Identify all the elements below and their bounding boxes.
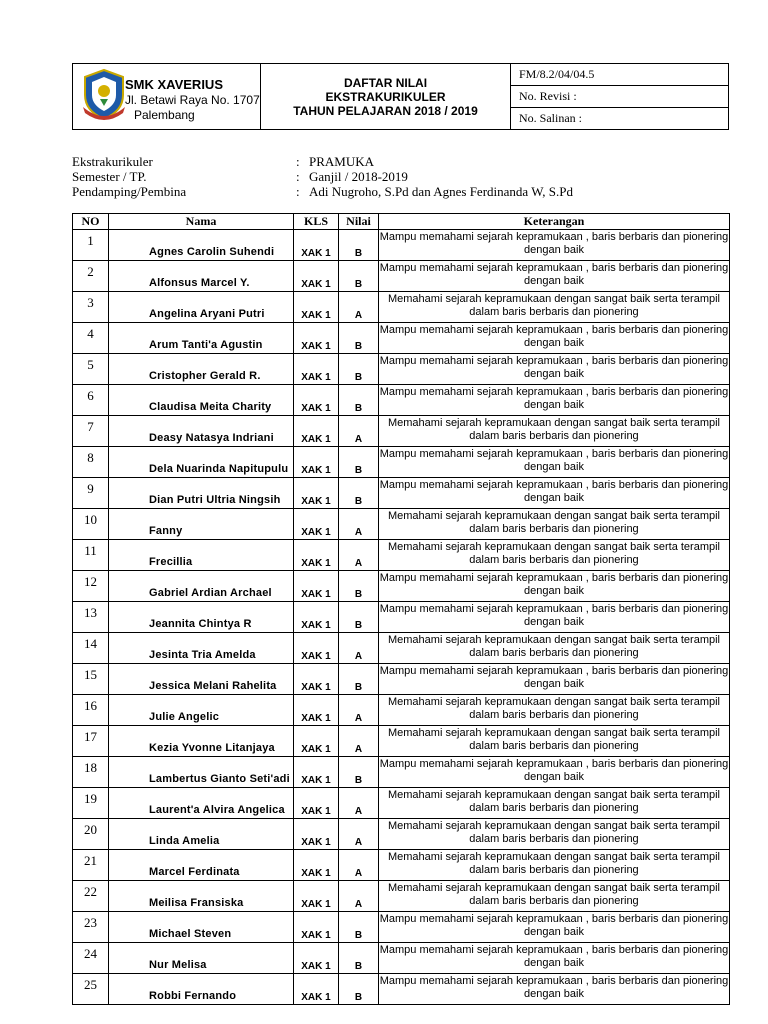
remarks-line: Mampu memahami sejarah kepramukaan , baris berbaris dan pionering: [379, 479, 729, 491]
remarks-line: Mampu memahami sejarah kepramukaan , baris berbaris dan pionering: [379, 231, 729, 243]
remarks-line: Memahami sejarah kepramukaan dengan sangat baik serta terampil: [387, 696, 720, 708]
remarks-cell: [379, 447, 730, 478]
header-kls: KLS: [294, 214, 339, 230]
table-header-row: [73, 214, 730, 230]
school-address: Jl. Betawi Raya No. 1707: [125, 93, 260, 107]
student-name: Agnes Carolin Suhendi: [109, 230, 294, 261]
student-name: Meilisa Fransiska: [109, 881, 294, 912]
school-name: SMK XAVERIUS: [125, 77, 223, 92]
student-name: Dela Nuarinda Napitupulu: [109, 447, 294, 478]
grade-cell: B: [339, 230, 379, 261]
remarks-cell: [379, 602, 730, 633]
remarks-line: dengan baik: [524, 275, 584, 287]
school-crest-icon: [79, 67, 129, 125]
row-number: 25: [73, 974, 109, 1005]
remarks-cell: [379, 478, 730, 509]
table-row: [73, 478, 730, 509]
class-cell: XAK 1: [294, 323, 339, 354]
class-cell: XAK 1: [294, 478, 339, 509]
class-cell: XAK 1: [294, 850, 339, 881]
remarks-line: Memahami sejarah kepramukaan dengan sangat baik serta terampil: [387, 820, 720, 832]
info-label: Pendamping/Pembina: [72, 184, 187, 199]
student-name: Frecillia: [109, 540, 294, 571]
remarks-cell: [379, 695, 730, 726]
student-name: Claudisa Meita Charity: [109, 385, 294, 416]
remarks-line: Memahami sejarah kepramukaan dengan sangat baik serta terampil: [387, 293, 720, 305]
grade-cell: B: [339, 571, 379, 602]
class-cell: XAK 1: [294, 509, 339, 540]
table-row: [73, 788, 730, 819]
table-row: [73, 757, 730, 788]
class-cell: XAK 1: [294, 695, 339, 726]
student-name: Kezia Yvonne Litanjaya: [109, 726, 294, 757]
student-name: Robbi Fernando: [109, 974, 294, 1005]
school-info: [73, 64, 261, 130]
class-cell: XAK 1: [294, 230, 339, 261]
grade-cell: B: [339, 664, 379, 695]
table-row: [73, 447, 730, 478]
row-number: 4: [73, 323, 109, 354]
remarks-cell: [379, 850, 730, 881]
row-number: 19: [73, 788, 109, 819]
row-number: 2: [73, 261, 109, 292]
class-cell: XAK 1: [294, 385, 339, 416]
class-cell: XAK 1: [294, 943, 339, 974]
student-name: Jeannita Chintya R: [109, 602, 294, 633]
row-number: 15: [73, 664, 109, 695]
table-row: [73, 292, 730, 323]
table-row: [73, 726, 730, 757]
remarks-cell: [379, 912, 730, 943]
grade-cell: B: [339, 478, 379, 509]
info-colon: :: [296, 169, 300, 184]
row-number: 3: [73, 292, 109, 323]
remarks-line: dalam baris berbaris dan pionering: [469, 833, 639, 845]
row-number: 16: [73, 695, 109, 726]
row-number: 9: [73, 478, 109, 509]
remarks-line: dengan baik: [524, 399, 584, 411]
grade-cell: A: [339, 726, 379, 757]
row-number: 1: [73, 230, 109, 261]
info-label: Semester / TP.: [72, 169, 147, 184]
grade-cell: A: [339, 416, 379, 447]
remarks-line: Mampu memahami sejarah kepramukaan , baris berbaris dan pionering: [379, 355, 729, 367]
student-name: Alfonsus Marcel Y.: [109, 261, 294, 292]
table-row: [73, 912, 730, 943]
remarks-line: Mampu memahami sejarah kepramukaan , baris berbaris dan pionering: [379, 975, 729, 987]
header-keterangan: Keterangan: [379, 214, 730, 230]
remarks-cell: [379, 292, 730, 323]
remarks-line: dengan baik: [524, 368, 584, 380]
row-number: 20: [73, 819, 109, 850]
student-name: Marcel Ferdinata: [109, 850, 294, 881]
remarks-cell: [379, 726, 730, 757]
remarks-line: dengan baik: [524, 244, 584, 256]
table-row: [73, 602, 730, 633]
remarks-line: Memahami sejarah kepramukaan dengan sangat baik serta terampil: [387, 789, 720, 801]
remarks-line: Memahami sejarah kepramukaan dengan sangat baik serta terampil: [387, 541, 720, 553]
remarks-line: Mampu memahami sejarah kepramukaan , baris berbaris dan pionering: [379, 572, 729, 584]
row-number: 7: [73, 416, 109, 447]
class-cell: XAK 1: [294, 261, 339, 292]
class-cell: XAK 1: [294, 602, 339, 633]
table-row: [73, 695, 730, 726]
table-row: [73, 974, 730, 1005]
class-cell: XAK 1: [294, 726, 339, 757]
class-cell: XAK 1: [294, 540, 339, 571]
remarks-line: dengan baik: [524, 337, 584, 349]
remarks-cell: [379, 354, 730, 385]
student-name: Fanny: [109, 509, 294, 540]
row-number: 18: [73, 757, 109, 788]
remarks-cell: [379, 509, 730, 540]
school-city: Palembang: [134, 108, 195, 122]
remarks-line: dalam baris berbaris dan pionering: [469, 802, 639, 814]
student-name: Dian Putri Ultria Ningsih: [109, 478, 294, 509]
remarks-line: dalam baris berbaris dan pionering: [469, 306, 639, 318]
row-number: 5: [73, 354, 109, 385]
class-cell: XAK 1: [294, 819, 339, 850]
remarks-cell: [379, 757, 730, 788]
info-label: Ekstrakurikuler: [72, 154, 153, 169]
remarks-line: dalam baris berbaris dan pionering: [469, 647, 639, 659]
remarks-line: Mampu memahami sejarah kepramukaan , baris berbaris dan pionering: [379, 944, 729, 956]
remarks-cell: [379, 633, 730, 664]
remarks-line: Mampu memahami sejarah kepramukaan , baris berbaris dan pionering: [379, 603, 729, 615]
title-line: DAFTAR NILAI: [343, 75, 428, 90]
row-number: 8: [73, 447, 109, 478]
row-number: 22: [73, 881, 109, 912]
student-name: Jesinta Tria Amelda: [109, 633, 294, 664]
student-name: Cristopher Gerald R.: [109, 354, 294, 385]
class-cell: XAK 1: [294, 881, 339, 912]
row-number: 24: [73, 943, 109, 974]
row-number: 12: [73, 571, 109, 602]
remarks-line: dalam baris berbaris dan pionering: [469, 864, 639, 876]
class-cell: XAK 1: [294, 292, 339, 323]
remarks-line: Mampu memahami sejarah kepramukaan , baris berbaris dan pionering: [379, 665, 729, 677]
remarks-line: dengan baik: [524, 461, 584, 473]
remarks-cell: [379, 974, 730, 1005]
remarks-line: Memahami sejarah kepramukaan dengan sangat baik serta terampil: [387, 882, 720, 894]
remarks-line: dengan baik: [524, 988, 584, 1000]
remarks-line: dengan baik: [524, 926, 584, 938]
row-number: 21: [73, 850, 109, 881]
grade-cell: A: [339, 788, 379, 819]
remarks-line: dengan baik: [524, 957, 584, 969]
class-cell: XAK 1: [294, 788, 339, 819]
remarks-cell: [379, 881, 730, 912]
remarks-line: dalam baris berbaris dan pionering: [469, 740, 639, 752]
grade-cell: B: [339, 261, 379, 292]
grade-cell: B: [339, 912, 379, 943]
table-row: [73, 881, 730, 912]
student-name: Angelina Aryani Putri: [109, 292, 294, 323]
student-name: Nur Melisa: [109, 943, 294, 974]
table-row: [73, 943, 730, 974]
remarks-line: Mampu memahami sejarah kepramukaan , baris berbaris dan pionering: [379, 386, 729, 398]
title-line: TAHUN PELAJARAN 2018 / 2019: [293, 103, 478, 118]
table-row: [73, 633, 730, 664]
grade-cell: A: [339, 850, 379, 881]
remarks-line: dalam baris berbaris dan pionering: [469, 554, 639, 566]
table-row: [73, 323, 730, 354]
revision-number: No. Revisi :: [511, 86, 729, 108]
grade-cell: B: [339, 323, 379, 354]
student-name: Linda Amelia: [109, 819, 294, 850]
grade-cell: A: [339, 695, 379, 726]
title-line: EKSTRAKURIKULER: [325, 89, 446, 104]
remarks-line: Memahami sejarah kepramukaan dengan sangat baik serta terampil: [387, 417, 720, 429]
student-name: Michael Steven: [109, 912, 294, 943]
remarks-line: Mampu memahami sejarah kepramukaan , baris berbaris dan pionering: [379, 262, 729, 274]
student-name: Jessica Melani Rahelita: [109, 664, 294, 695]
row-number: 13: [73, 602, 109, 633]
student-name: Laurent'a Alvira Angelica: [109, 788, 294, 819]
class-cell: XAK 1: [294, 664, 339, 695]
header-nama: Nama: [109, 214, 294, 230]
remarks-line: Memahami sejarah kepramukaan dengan sangat baik serta terampil: [387, 727, 720, 739]
row-number: 6: [73, 385, 109, 416]
table-row: [73, 385, 730, 416]
remarks-cell: [379, 323, 730, 354]
grade-cell: A: [339, 819, 379, 850]
table-row: [73, 819, 730, 850]
grade-cell: A: [339, 881, 379, 912]
grade-cell: A: [339, 292, 379, 323]
table-row: [73, 509, 730, 540]
remarks-line: Memahami sejarah kepramukaan dengan sangat baik serta terampil: [387, 634, 720, 646]
remarks-line: Mampu memahami sejarah kepramukaan , baris berbaris dan pionering: [379, 448, 729, 460]
student-name: Gabriel Ardian Archael: [109, 571, 294, 602]
remarks-line: dengan baik: [524, 678, 584, 690]
header-nilai: Nilai: [339, 214, 379, 230]
remarks-line: dalam baris berbaris dan pionering: [469, 895, 639, 907]
table-row: [73, 571, 730, 602]
grade-cell: B: [339, 385, 379, 416]
table-row: [73, 261, 730, 292]
class-cell: XAK 1: [294, 354, 339, 385]
remarks-cell: [379, 416, 730, 447]
info-value: Ganjil / 2018-2019: [309, 169, 408, 184]
remarks-cell: [379, 819, 730, 850]
remarks-cell: [379, 230, 730, 261]
table-row: [73, 850, 730, 881]
class-cell: XAK 1: [294, 912, 339, 943]
grade-cell: A: [339, 509, 379, 540]
remarks-cell: [379, 385, 730, 416]
grade-cell: B: [339, 943, 379, 974]
remarks-line: dengan baik: [524, 492, 584, 504]
info-value: Adi Nugroho, S.Pd dan Agnes Ferdinanda W, S.Pd: [309, 184, 573, 199]
remarks-line: dalam baris berbaris dan pionering: [469, 709, 639, 721]
info-colon: :: [296, 154, 300, 169]
info-value: PRAMUKA: [309, 154, 375, 169]
grade-cell: B: [339, 974, 379, 1005]
remarks-line: Mampu memahami sejarah kepramukaan , baris berbaris dan pionering: [379, 324, 729, 336]
document-title: [261, 64, 511, 130]
class-cell: XAK 1: [294, 571, 339, 602]
table-row: [73, 664, 730, 695]
document-header: [72, 63, 729, 130]
table-row: [73, 230, 730, 261]
remarks-line: dengan baik: [524, 771, 584, 783]
class-cell: XAK 1: [294, 757, 339, 788]
student-name: Julie Angelic: [109, 695, 294, 726]
class-cell: XAK 1: [294, 447, 339, 478]
row-number: 17: [73, 726, 109, 757]
table-row: [73, 416, 730, 447]
grade-cell: B: [339, 354, 379, 385]
row-number: 10: [73, 509, 109, 540]
remarks-cell: [379, 664, 730, 695]
remarks-cell: [379, 540, 730, 571]
remarks-line: Memahami sejarah kepramukaan dengan sangat baik serta terampil: [387, 510, 720, 522]
student-name: Arum Tanti'a Agustin: [109, 323, 294, 354]
row-number: 14: [73, 633, 109, 664]
grade-cell: A: [339, 633, 379, 664]
remarks-line: Mampu memahami sejarah kepramukaan , baris berbaris dan pionering: [379, 913, 729, 925]
grade-cell: B: [339, 602, 379, 633]
copy-number: No. Salinan :: [511, 108, 729, 130]
class-cell: XAK 1: [294, 416, 339, 447]
class-cell: XAK 1: [294, 974, 339, 1005]
row-number: 23: [73, 912, 109, 943]
table-row: [73, 540, 730, 571]
remarks-cell: [379, 571, 730, 602]
table-row: [73, 354, 730, 385]
remarks-line: Memahami sejarah kepramukaan dengan sangat baik serta terampil: [387, 851, 720, 863]
remarks-line: Mampu memahami sejarah kepramukaan , baris berbaris dan pionering: [379, 758, 729, 770]
form-code: FM/8.2/04/04.5: [511, 64, 729, 86]
remarks-line: dalam baris berbaris dan pionering: [469, 430, 639, 442]
header-no: NO: [73, 214, 109, 230]
remarks-cell: [379, 261, 730, 292]
grades-table: [72, 213, 730, 1005]
remarks-line: dalam baris berbaris dan pionering: [469, 523, 639, 535]
info-colon: :: [296, 184, 300, 199]
remarks-cell: [379, 943, 730, 974]
grade-cell: B: [339, 447, 379, 478]
student-name: Deasy Natasya Indriani: [109, 416, 294, 447]
class-cell: XAK 1: [294, 633, 339, 664]
grade-cell: A: [339, 540, 379, 571]
grade-cell: B: [339, 757, 379, 788]
remarks-line: dengan baik: [524, 585, 584, 597]
student-name: Lambertus Gianto Seti'adi: [109, 757, 294, 788]
remarks-line: dengan baik: [524, 616, 584, 628]
remarks-cell: [379, 788, 730, 819]
row-number: 11: [73, 540, 109, 571]
